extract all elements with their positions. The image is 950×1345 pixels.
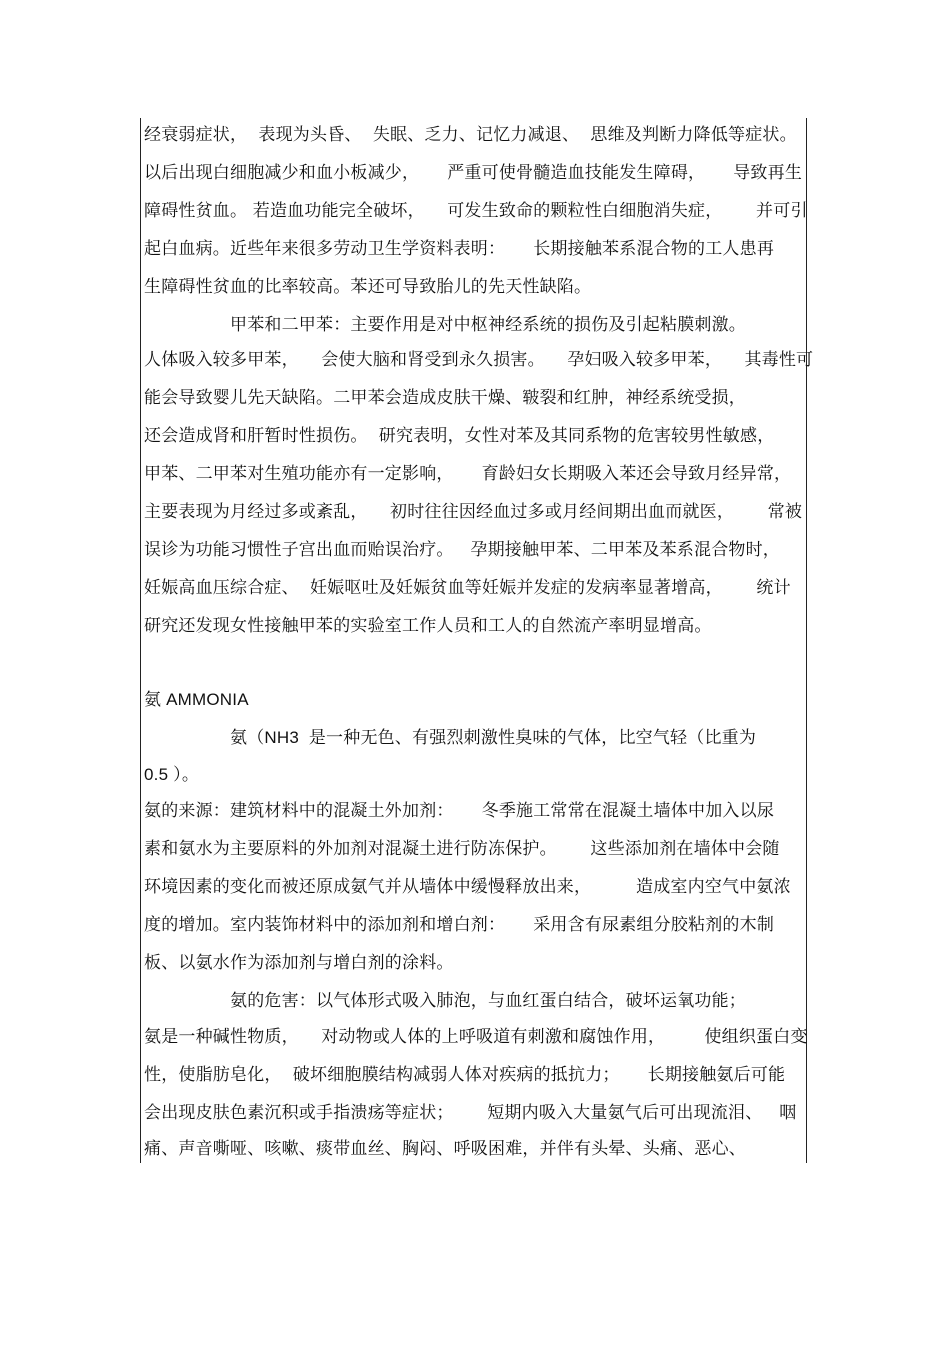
text-line: 性，使脂肪皂化， 破坏细胞膜结构减弱人体对疾病的抵抗力； 长期接触氨后可能 bbox=[144, 1065, 786, 1085]
text-line: 还会造成肾和肝暂时性损伤。 研究表明，女性对苯及其同系物的危害较男性敏感， bbox=[144, 426, 775, 446]
text-line: 甲苯和二甲苯：主要作用是对中枢神经系统的损伤及引起粘膜刺激。 bbox=[230, 315, 746, 335]
text-line: 误诊为功能习惯性子宫出血而贻误治疗。 孕期接触甲苯、二甲苯及苯系混合物时， bbox=[144, 540, 781, 560]
text-line: 板、以氨水作为添加剂与增白剂的涂料。 bbox=[144, 953, 454, 973]
text-line: 甲苯、二甲苯对生殖功能亦有一定影响， 育龄妇女长期吸入苯还会导致月经异常， bbox=[144, 464, 792, 484]
section-heading-ammonia: 氨 AMMONIA bbox=[144, 690, 249, 709]
text-line: 氨是一种碱性物质， 对动物或人体的上呼吸道有刺激和腐蚀作用， 使组织蛋白变 bbox=[144, 1027, 808, 1047]
text-line: 主要表现为月经过多或紊乱， 初时往往因经血过多或月经间期出血而就医， 常被 bbox=[144, 502, 803, 522]
text-line: 素和氨水为主要原料的外加剂对混凝土进行防冻保护。 这些添加剂在墙体中会随 bbox=[144, 839, 780, 859]
text-line: 度的增加。室内装饰材料中的添加剂和增白剂： 采用含有尿素组分胶粘剂的木制 bbox=[144, 915, 775, 935]
text-line: 起白血病。近些年来很多劳动卫生学资料表明： 长期接触苯系混合物的工人患再 bbox=[144, 239, 775, 259]
text-line: 能会导致婴儿先天缺陷。二甲苯会造成皮肤干燥、皲裂和红肿，神经系统受损， bbox=[144, 388, 746, 408]
text-line: 0.5 ）。 bbox=[144, 765, 200, 784]
text-line: 以后出现白细胞减少和血小板减少， 严重可使骨髓造血技能发生障碍， 导致再生 bbox=[144, 163, 803, 183]
text-line: 障碍性贫血。 若造血功能完全破坏， 可发生致命的颗粒性白细胞消失症， 并可引 bbox=[144, 201, 808, 221]
text-line: 人体吸入较多甲苯， 会使大脑和肾受到永久损害。 孕妇吸入较多甲苯， 其毒性可 bbox=[144, 350, 814, 370]
text-line: 氨的来源：建筑材料中的混凝土外加剂： 冬季施工常常在混凝土墙体中加入以尿 bbox=[144, 801, 775, 821]
text-line: 研究还发现女性接触甲苯的实验室工作人员和工人的自然流产率明显增高。 bbox=[144, 616, 712, 636]
text-line: 氨的危害：以气体形式吸入肺泡，与血红蛋白结合，破坏运氧功能； bbox=[230, 991, 746, 1011]
text-line: 环境因素的变化而被还原成氨气并从墙体中缓慢释放出来， 造成室内空气中氨浓 bbox=[144, 877, 791, 897]
text-line: 经衰弱症状， 表现为头昏、 失眠、乏力、记忆力减退、 思维及判断力降低等症状。 bbox=[144, 125, 797, 145]
text-line: 痛、声音嘶哑、咳嗽、痰带血丝、胸闷、呼吸困难，并伴有头晕、头痛、恶心、 bbox=[144, 1139, 746, 1159]
text-line: 氨（NH3 是一种无色、有强烈刺激性臭味的气体，比空气轻（比重为 bbox=[230, 728, 757, 747]
text-line: 会出现皮肤色素沉积或手指溃疡等症状； 短期内吸入大量氨气后可出现流泪、 咽 bbox=[144, 1103, 797, 1123]
text-line: 生障碍性贫血的比率较高。苯还可导致胎儿的先天性缺陷。 bbox=[144, 277, 592, 297]
text-line: 妊娠高血压综合症、 妊娠呕吐及妊娠贫血等妊娠并发症的发病率显著增高， 统计 bbox=[144, 578, 791, 598]
